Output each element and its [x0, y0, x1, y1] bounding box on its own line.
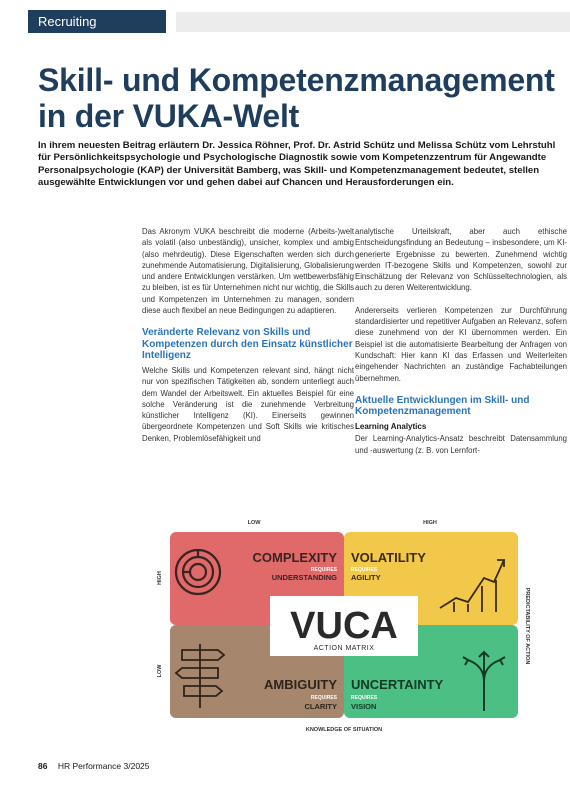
publication-name: HR Performance 3/2025 [57, 761, 150, 771]
complexity-title: COMPLEXITY [252, 550, 337, 565]
volatility-title: VOLATILITY [351, 550, 426, 565]
minor-heading: Learning Analytics [355, 422, 427, 432]
center-title: VUCA [290, 605, 398, 647]
section-divider [176, 12, 570, 32]
uncertainty-requires: REQUIRES [351, 695, 378, 701]
article-title [38, 62, 558, 134]
ambiguity-requires: REQUIRES [310, 695, 337, 701]
volatility-value: AGILITY [351, 573, 381, 582]
paragraph: Der Learning-Analytics-Ansatz beschreibt Datensammlung und -auswertung (z. B. von Lernfort- [355, 434, 567, 455]
paragraph: Andererseits verlieren Kompetenzen zur Durchführung standardisierter und repetitiver Aufgaben an Relevanz, sofern diese zunehmend von der KI übernommen werden. Ein Beispiel ist die automatisierte Bearbeitung der Anfragen von Kundschaft: Hier kann KI das Erfassen und Weiterleiten eingehender Nachrichten an zuständige Fachabteilungen übernehmen. [355, 305, 567, 383]
article-lead: In ihrem neuesten Beitrag erläutern Dr. Jessica Röhner, Prof. Dr. Astrid Schütz und Melissa Schütz vom Lehrstuhl für Persönlichkeitspsychologie und Psychologische Diagnostik sowie vom Kompetenzzentrum für Angewandte Personalpsychologie (KAP) der Universität Bamberg, was Skill- und Kompetenzmanagement bedeutet, stellen ausgewählte Entwicklungen vor und gehen dabei auf Chancen und Herausforderungen ein. [38, 140, 556, 188]
paragraph: analytische Urteilskraft, aber auch ethische Entscheidungsfindung an Bedeutung – insbesondere, um KI-generierte Ergebnisse zu bewerten. Zunehmend wichtig werden IT-bezogene Skills und Kompetenzen, sowohl zur Einschätzung der Relevanz von Schlüsseltechnologien, als auch zu deren Weiterentwicklung. [355, 227, 567, 293]
paragraph: Das Akronym VUKA beschreibt die moderne (Arbeits-)welt als volatil (also unbeständig), unsicher, komplex und ambig (also mehrdeutig). Diese Eigenschaften werden sich durch zunehmende Automatisierung, Digitalisierung, Globalisierung und andere Entwicklungen verstärken. Um wettbewerbsfähig zu bleiben, ist es für Unternehmen nicht nur wichtig, die Skills und Kompetenzen im Unternehmen zu managen, sondern diese auch flexibel an neue Bedingungen zu adaptieren. [142, 227, 354, 316]
ambiguity-title: AMBIGUITY [264, 677, 337, 692]
uncertainty-title: UNCERTAINTY [351, 677, 444, 692]
axis-label-top-low: LOW [247, 520, 261, 526]
text-column-right [355, 226, 567, 456]
subheading: Veränderte Relevanz von Skills und Kompetenzen durch den Einsatz künstlicher Intelligenz [142, 327, 353, 361]
axis-label-left-high: HIGH [157, 571, 163, 585]
page-number: 86 [38, 761, 48, 771]
section-label: Recruiting [38, 14, 97, 29]
axis-label-left-low: LOW [157, 664, 163, 678]
axis-label-top-high: HIGH [423, 520, 437, 526]
volatility-requires: REQUIRES [351, 567, 378, 573]
axis-label-right: PREDICTABILITY OF ACTION [524, 587, 530, 665]
center-subtitle: ACTION MATRIX [313, 645, 375, 652]
paragraph: Welche Skills und Kompetenzen relevant sind, hängt nicht nur von spezifischen Tätigkeiten ab, sondern unterliegt auch dem Wandel der Arbeitswelt. Ein aktuelles Beispiel für eine solche Veränderung ist die zunehmende Verbreitung künstlicher Intelligenz (KI). Einerseits gewinnen übergeordnete Kompetenzen und Soft Skills wie kritisches Denken, Problemlösefähigkeit und [142, 365, 354, 443]
section-tab [28, 10, 166, 33]
complexity-value: UNDERSTANDING [271, 573, 337, 582]
vuca-matrix-figure [154, 516, 534, 738]
axis-label-bottom: KNOWLEDGE OF SITUATION [305, 727, 383, 733]
text-column-left [142, 226, 354, 455]
title-line-1: Skill- und Kompetenzmanagement [38, 62, 555, 98]
uncertainty-value: VISION [351, 702, 377, 711]
title-line-2: in der VUKA-Welt [38, 98, 300, 134]
page-footer [38, 761, 150, 771]
subheading: Aktuelle Entwicklungen im Skill- und Kompetenzmanagement [355, 394, 530, 418]
ambiguity-value: CLARITY [304, 702, 337, 711]
complexity-requires: REQUIRES [310, 567, 337, 573]
